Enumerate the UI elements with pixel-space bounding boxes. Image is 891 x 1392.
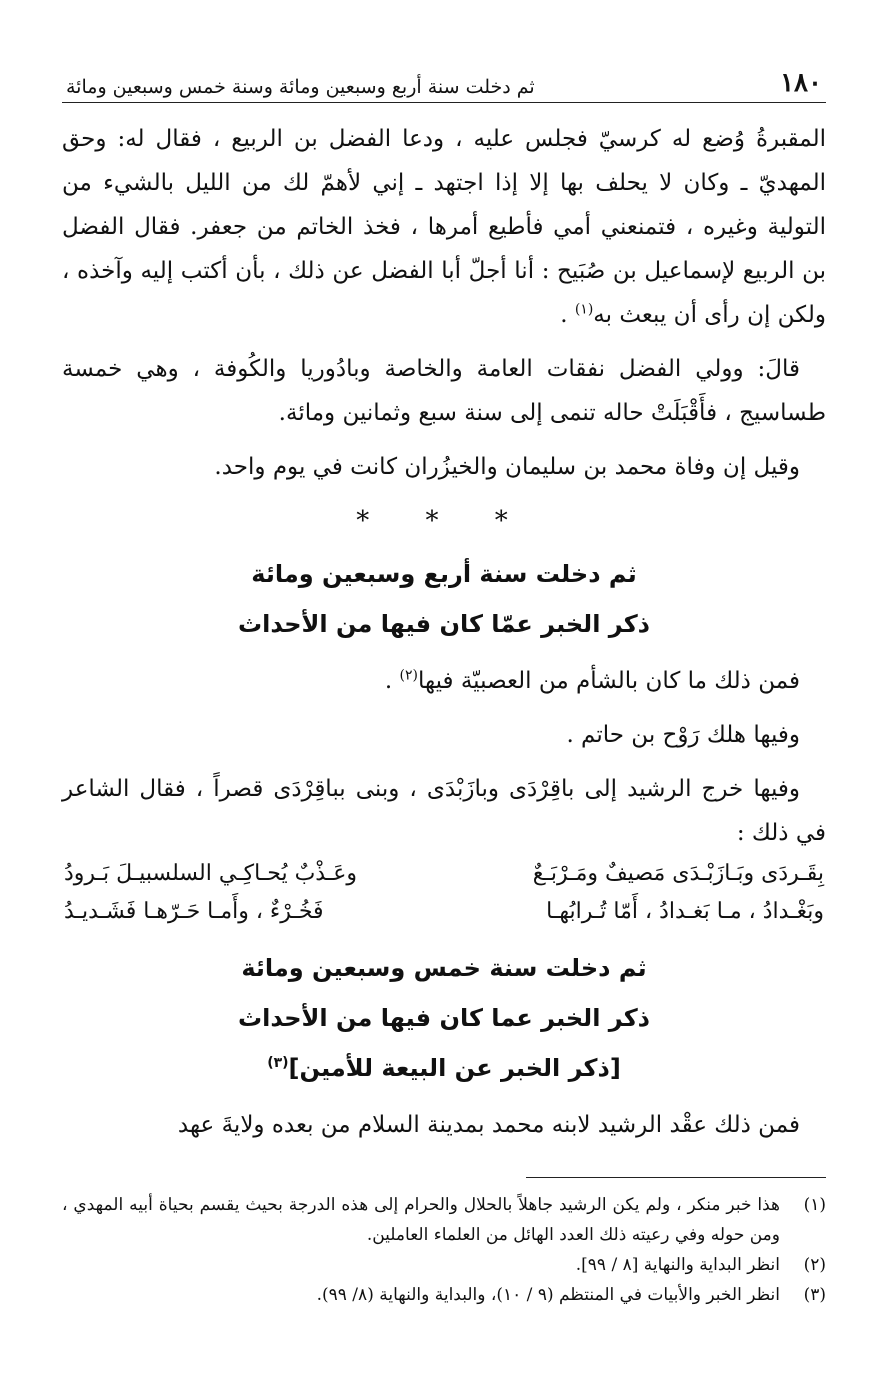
footnote-divider xyxy=(526,1177,826,1178)
poem-verse-2 xyxy=(62,893,826,931)
footnote-3-number: (٣) xyxy=(803,1285,826,1305)
footnote-2-text: انظر البداية والنهاية [٨ / ٩٩]. xyxy=(575,1255,780,1275)
paragraph-4-text: فمن ذلك ما كان بالشأم من العصبيّة فيها xyxy=(418,668,800,694)
page-number: ١٨٠ xyxy=(780,68,822,98)
subheading-events-174: ذكر الخبر عمّا كان فيها من الأحداث xyxy=(238,610,650,638)
book-page xyxy=(62,60,826,1310)
page-header xyxy=(62,60,826,103)
section-heading-year-175: ثم دخلت سنة خمس وسبعين ومائة xyxy=(241,954,647,982)
verse-2-second-hemistich: فَخُـرْءٌ ، وأَمـا حَـرّهـا فَشَـديـدُ xyxy=(64,899,324,924)
footnotes xyxy=(62,1190,826,1310)
section-separator-stars: * * * xyxy=(356,506,532,536)
subheading-allegiance-text: [ذكر الخبر عن البيعة للأمين] xyxy=(288,1054,621,1082)
section-heading-year-174: ثم دخلت سنة أربع وسبعين ومائة xyxy=(251,560,637,588)
paragraph-3: وقيل إن وفاة محمد بن سليمان والخيزُران كانت في يوم واحد. xyxy=(214,454,800,480)
paragraph-1-end: . xyxy=(560,302,575,328)
verse-1-second-hemistich: وعَـذْبٌ يُحـاكِـي السلسبيـلَ بَـرودُ xyxy=(64,861,358,886)
paragraph-7: فمن ذلك عقْد الرشيد لابنه محمد بمدينة السلام من بعده ولايةَ عهد xyxy=(177,1112,800,1138)
footnote-3 xyxy=(62,1280,826,1310)
footnote-3-text: انظر الخبر والأبيات في المنتظم (٩ / ١٠)، والبداية والنهاية (٨/ ٩٩). xyxy=(316,1285,780,1305)
footnote-2 xyxy=(62,1250,826,1280)
paragraph-4 xyxy=(62,659,826,703)
subheading-allegiance xyxy=(62,1043,826,1093)
page-body xyxy=(62,103,826,1310)
footnote-ref-3[interactable]: (٣) xyxy=(267,1055,289,1071)
verse-2-first-hemistich: وبَغْـدادُ ، مـا بَغـدادُ ، أَمّا تُـرابُهـا xyxy=(546,899,824,924)
footnote-ref-1[interactable]: (١) xyxy=(574,301,594,318)
footnote-2-number: (٢) xyxy=(803,1255,826,1275)
paragraph-1-text: المقبرةُ وُضع له كرسيّ فجلس عليه ، ودعا الفضل بن الربيع ، فقال له: وحق المهديّ ـ وكان لا يحلف بها إلا إذا اجتهد ـ إني لأهمّ لك من الليل بالشيء من التولية وغيره ، فتمنعني أمي فأطيع أمرها ، فخذ الخاتم من جعفر. فقال الفضل بن الربيع لإسماعيل بن صُبَيح : أنا أجلّ أبا الفضل عن ذلك ، بأن أكتب إليه وآخذه ، ولكن إن رأى أن يبعث به xyxy=(62,126,826,328)
paragraph-2: قالَ: وولي الفضل نفقات العامة والخاصة وبادُوريا والكُوفة ، وهي خمسة طساسيج ، فأَقْبَلَتْ حاله تنمى إلى سنة سبع وثمانين ومائة. xyxy=(62,356,826,426)
footnote-1 xyxy=(62,1190,826,1250)
footnote-1-number: (١) xyxy=(803,1195,826,1215)
subheading-events-175: ذكر الخبر عما كان فيها من الأحداث xyxy=(238,1004,650,1032)
verse-1-first-hemistich: بِقَـردَى وبَـازَبْـدَى مَصيفٌ ومَـرْبَـعٌ xyxy=(532,861,824,886)
paragraph-1 xyxy=(62,117,826,337)
poem-verse-1 xyxy=(62,855,826,893)
footnote-ref-2[interactable]: (٢) xyxy=(399,667,418,684)
paragraph-4-end: . xyxy=(384,668,400,694)
paragraph-6: وفيها خرج الرشيد إلى باقِرْدَى وبازَبْدَى ، وبنى بباقِرْدَى قصراً ، فقال الشاعر في ذلك : xyxy=(62,776,826,846)
footnote-1-text: هذا خبر منكر ، ولم يكن الرشيد جاهلاً بالحلال والحرام إلى هذه الدرجة بحيث يقسم بحياة أبيه المهدي ، ومن حوله وفي رعيته ذلك العدد الهائل من العلماء العاملين. xyxy=(62,1195,780,1245)
paragraph-5: وفيها هلك رَوْح بن حاتم . xyxy=(566,722,800,748)
running-title: ثم دخلت سنة أربع وسبعين ومائة وسنة خمس وسبعين ومائة xyxy=(66,76,535,98)
